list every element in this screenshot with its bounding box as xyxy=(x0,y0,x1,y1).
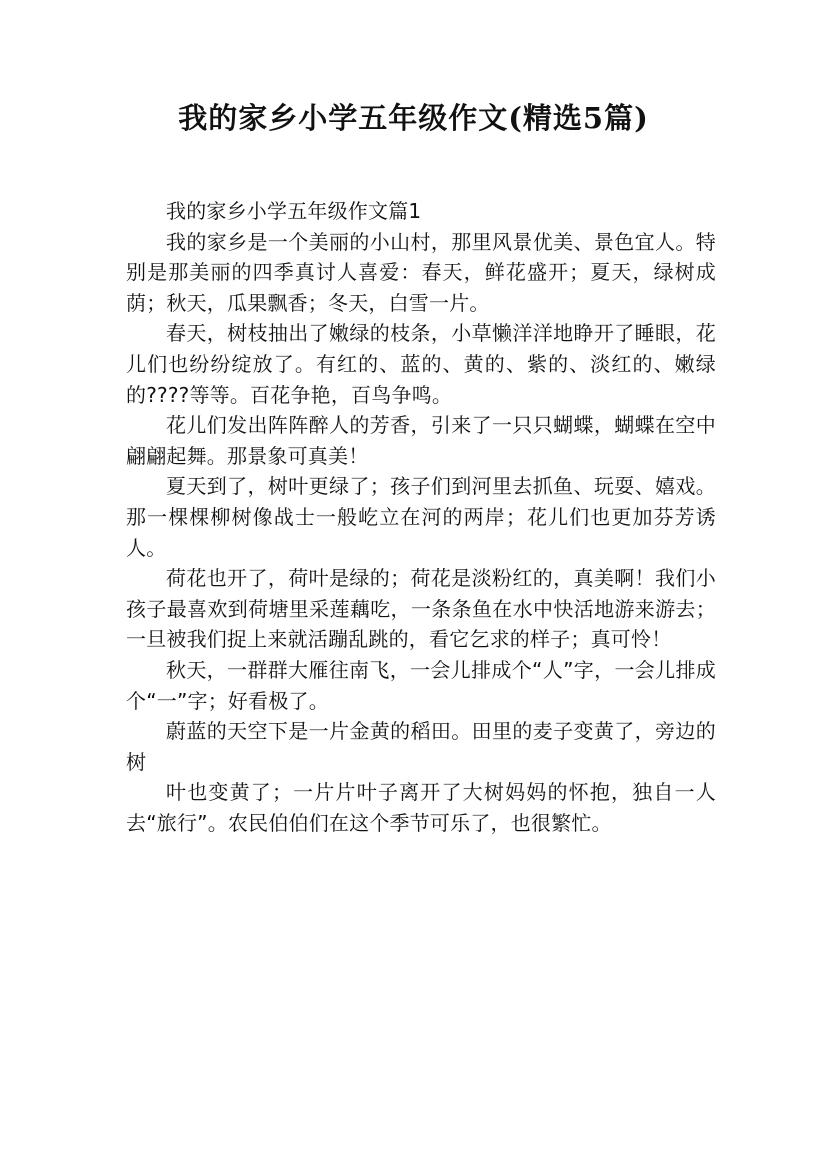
document-body xyxy=(126,196,716,838)
paragraph-4: 夏天到了，树叶更绿了；孩子们到河里去抓鱼、玩耍、嬉戏。那一棵棵柳树像战士一般屹立在河的两岸；花儿们也更加芬芳诱人。 xyxy=(126,474,716,560)
paragraph-6: 秋天，一群群大雁往南飞，一会儿排成个“人”字，一会儿排成个“一”字；好看极了。 xyxy=(126,657,716,713)
paragraph-2: 春天，树枝抽出了嫩绿的枝条，小草懒洋洋地睁开了睡眼，花儿们也纷纷绽放了。有红的、蓝的、黄的、紫的、淡红的、嫩绿的????等等。百花争艳，百鸟争鸣。 xyxy=(126,321,716,407)
section-heading: 我的家乡小学五年级作文篇1 xyxy=(166,199,422,223)
document-title: 我的家乡小学五年级作文(精选5篇) xyxy=(178,101,649,135)
paragraph-5: 荷花也开了，荷叶是绿的；荷花是淡粉红的，真美啊！我们小孩子最喜欢到荷塘里采莲藕吃，一条条鱼在水中快活地游来游去；一旦被我们捉上来就活蹦乱跳的，看它乞求的样子；真可怜！ xyxy=(126,566,716,652)
paragraph-7: 蔚蓝的天空下是一片金黄的稻田。田里的麦子变黄了，旁边的树 xyxy=(126,719,716,774)
paragraph-3: 花儿们发出阵阵醉人的芳香，引来了一只只蝴蝶，蝴蝶在空中翩翩起舞。那景象可真美！ xyxy=(126,413,716,468)
paragraph-8: 叶也变黄了；一片片叶子离开了大树妈妈的怀抱，独自一人去“旅行”。农民伯伯们在这个季节可乐了，也很繁忙。 xyxy=(126,780,716,835)
paragraph-1: 我的家乡是一个美丽的小山村，那里风景优美、景色宜人。特别是那美丽的四季真讨人喜爱：春天，鲜花盛开；夏天，绿树成荫；秋天，瓜果飘香；冬天，白雪一片。 xyxy=(126,229,716,315)
